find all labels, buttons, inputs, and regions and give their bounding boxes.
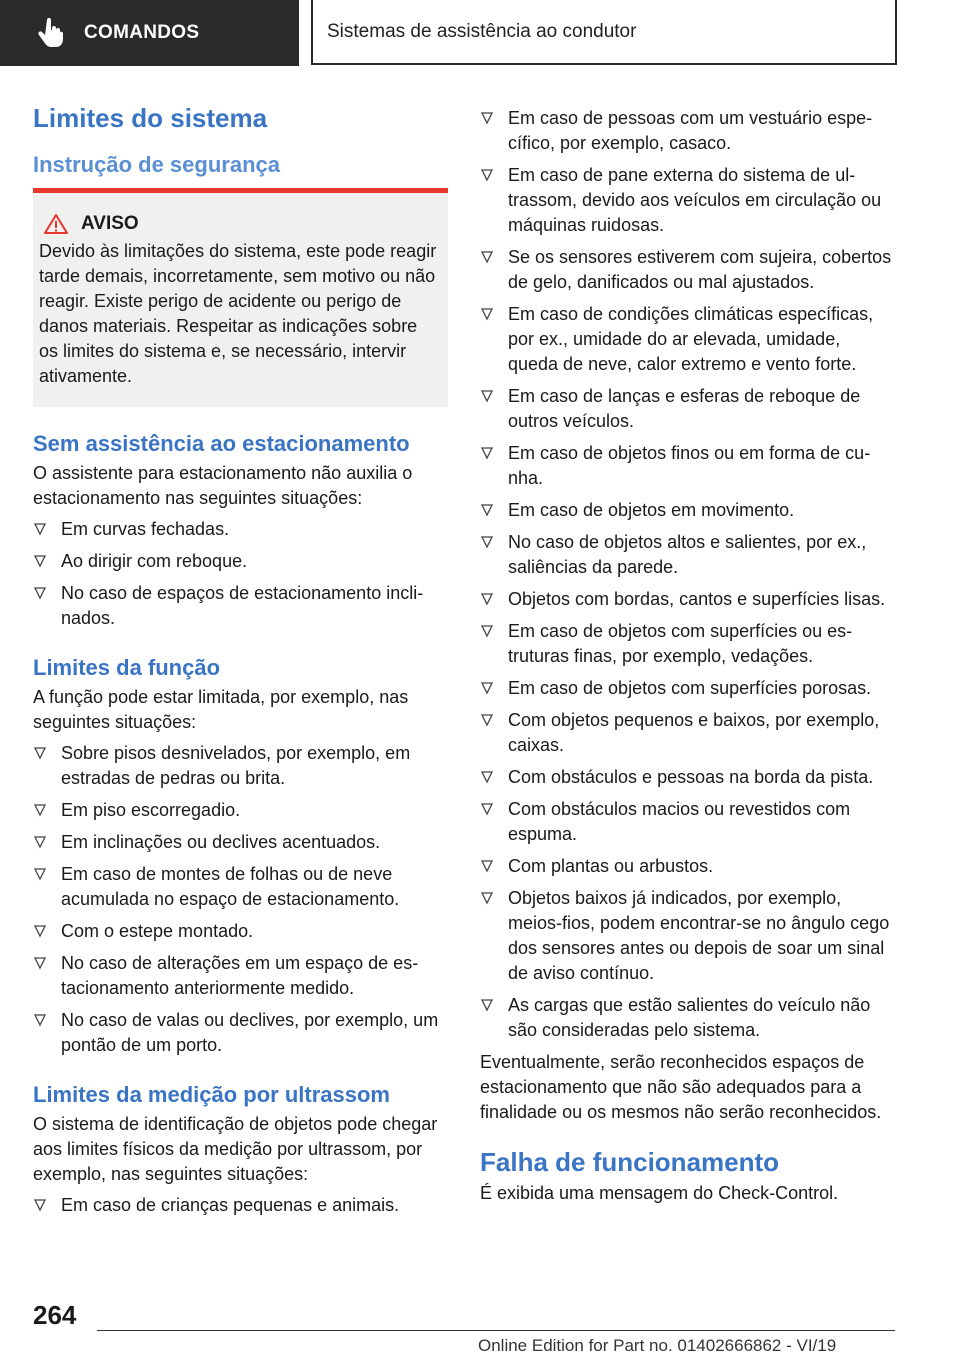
triangle-bullet-icon bbox=[480, 535, 494, 549]
safety-subtitle: Instrução de segurança bbox=[33, 152, 280, 177]
list-item: No caso de espaços de estacionamento inclinados. bbox=[33, 581, 448, 631]
section-heading: Limites da função bbox=[33, 655, 221, 680]
triangle-bullet-icon bbox=[480, 624, 494, 638]
section-title: Sistemas de assistência ao condutor bbox=[327, 20, 637, 42]
page-header bbox=[0, 0, 960, 66]
chapter-label: COMANDOS bbox=[84, 22, 200, 43]
list-item: Objetos com bordas, cantos e superfícies lisas. bbox=[480, 587, 895, 612]
warning-box bbox=[33, 188, 448, 407]
section-intro: O sistema de identificação de objetos pode chegar aos limites físicos da medição por ultrassom, por exemplo, nas seguintes situações: bbox=[33, 1114, 438, 1184]
list-item: Ao dirigir com reboque. bbox=[33, 549, 448, 574]
list-item: Em caso de crianças pequenas e animais. bbox=[33, 1193, 448, 1218]
list-item: Em caso de lanças e esferas de reboque de outros veículos. bbox=[480, 384, 895, 434]
section-intro: O assistente para estacionamento não auxilia o estacionamento nas seguintes situações: bbox=[33, 463, 413, 508]
triangle-bullet-icon bbox=[33, 1198, 47, 1212]
section-heading: Limites da medição por ultrassom bbox=[33, 1082, 390, 1107]
list-item: Sobre pisos desnivelados, por exemplo, em estradas de pedras ou brita. bbox=[33, 741, 448, 791]
list-item: Em caso de pane externa do sistema de ultrassom, devido aos veículos em circulação ou máquinas ruidosas. bbox=[480, 163, 895, 238]
page-title: Limites do sistema bbox=[33, 103, 268, 133]
list-item: Em caso de pessoas com um vestuário específico, por exemplo, casaco. bbox=[480, 106, 895, 156]
warning-title: AVISO bbox=[81, 213, 139, 234]
footer-edition: Online Edition for Part no. 01402666862 - VI/19 bbox=[478, 1336, 837, 1355]
triangle-bullet-icon bbox=[480, 891, 494, 905]
list-item: Com obstáculos e pessoas na borda da pista. bbox=[480, 765, 895, 790]
list-item: Em caso de objetos finos ou em forma de cunha. bbox=[480, 441, 895, 491]
list-item: As cargas que estão salientes do veículo não são consideradas pelo sistema. bbox=[480, 993, 895, 1043]
triangle-bullet-icon bbox=[33, 803, 47, 817]
list-item: No caso de objetos altos e salientes, por ex., saliências da parede. bbox=[480, 530, 895, 580]
footer-divider bbox=[97, 1330, 895, 1331]
warning-triangle-icon bbox=[43, 213, 69, 235]
triangle-bullet-icon bbox=[33, 956, 47, 970]
triangle-bullet-icon bbox=[480, 503, 494, 517]
triangle-bullet-icon bbox=[33, 867, 47, 881]
triangle-bullet-icon bbox=[480, 859, 494, 873]
section-heading: Falha de funcionamento bbox=[480, 1147, 780, 1177]
triangle-bullet-icon bbox=[480, 681, 494, 695]
list-item: Em caso de objetos em movimento. bbox=[480, 498, 895, 523]
hand-pointer-icon bbox=[38, 18, 64, 48]
list-item: Em inclinações ou declives acentuados. bbox=[33, 830, 448, 855]
bullet-list bbox=[33, 741, 448, 1058]
triangle-bullet-icon bbox=[480, 802, 494, 816]
section-text: É exibida uma mensagem do Check-Control. bbox=[480, 1183, 839, 1203]
bullet-list bbox=[480, 106, 895, 1043]
triangle-bullet-icon bbox=[33, 522, 47, 536]
list-item: Com o estepe montado. bbox=[33, 919, 448, 944]
section-heading: Sem assistência ao estacionamento bbox=[33, 431, 410, 456]
triangle-bullet-icon bbox=[480, 446, 494, 460]
triangle-bullet-icon bbox=[480, 713, 494, 727]
triangle-bullet-icon bbox=[480, 998, 494, 1012]
list-item: Objetos baixos já indicados, por exemplo, meios-fios, podem encontrar-se no ângulo cego dos sensores antes ou depois de soar um sinal de aviso contínuo. bbox=[480, 886, 895, 986]
list-item: Em curvas fechadas. bbox=[33, 517, 448, 542]
triangle-bullet-icon bbox=[480, 111, 494, 125]
list-item: Se os sensores estiverem com sujeira, cobertos de gelo, danificados ou mal ajustados. bbox=[480, 245, 895, 295]
triangle-bullet-icon bbox=[480, 168, 494, 182]
list-item: Em caso de montes de folhas ou de neve acumulada no espaço de estacionamento. bbox=[33, 862, 448, 912]
bullet-list bbox=[33, 517, 448, 631]
list-item: Em caso de condições climáticas específicas, por ex., umidade do ar elevada, umidade, queda de neve, calor extremo e vento forte. bbox=[480, 302, 895, 377]
triangle-bullet-icon bbox=[480, 770, 494, 784]
warning-text: Devido às limitações do sistema, este pode reagir tarde demais, incorretamente, sem motivo ou não reagir. Existe perigo de acidente ou perigo de danos materiais. Respeitar as indicações sobre os limites do sistema e, se necessário, intervir ativamente. bbox=[39, 241, 437, 386]
triangle-bullet-icon bbox=[480, 389, 494, 403]
list-item: Com obstáculos macios ou revestidos com espuma. bbox=[480, 797, 895, 847]
list-item: No caso de alterações em um espaço de estacionamento anteriormente medido. bbox=[33, 951, 448, 1001]
triangle-bullet-icon bbox=[33, 586, 47, 600]
left-column bbox=[33, 100, 448, 1225]
list-item: Com plantas ou arbustos. bbox=[480, 854, 895, 879]
triangle-bullet-icon bbox=[480, 592, 494, 606]
triangle-bullet-icon bbox=[33, 554, 47, 568]
triangle-bullet-icon bbox=[480, 250, 494, 264]
list-item: No caso de valas ou declives, por exemplo, um pontão de um porto. bbox=[33, 1008, 448, 1058]
bullet-list bbox=[33, 1193, 448, 1218]
closing-paragraph: Eventualmente, serão reconhecidos espaços de estacionamento que não são adequados para a finalidade ou os mesmos não serão reconhecidos. bbox=[480, 1052, 882, 1122]
triangle-bullet-icon bbox=[33, 1013, 47, 1027]
triangle-bullet-icon bbox=[33, 924, 47, 938]
section-box bbox=[311, 0, 897, 65]
page-number: 264 bbox=[33, 1300, 77, 1330]
list-item: Em piso escorregadio. bbox=[33, 798, 448, 823]
list-item: Em caso de objetos com superfícies ou estruturas finas, por exemplo, vedações. bbox=[480, 619, 895, 669]
list-item: Em caso de objetos com superfícies porosas. bbox=[480, 676, 895, 701]
section-intro: A função pode estar limitada, por exemplo, nas seguintes situações: bbox=[33, 687, 409, 732]
right-column bbox=[480, 106, 895, 1212]
triangle-bullet-icon bbox=[480, 307, 494, 321]
list-item: Com objetos pequenos e baixos, por exemplo, caixas. bbox=[480, 708, 895, 758]
triangle-bullet-icon bbox=[33, 835, 47, 849]
triangle-bullet-icon bbox=[33, 746, 47, 760]
warning-header bbox=[39, 213, 438, 235]
chapter-tab bbox=[0, 0, 299, 66]
